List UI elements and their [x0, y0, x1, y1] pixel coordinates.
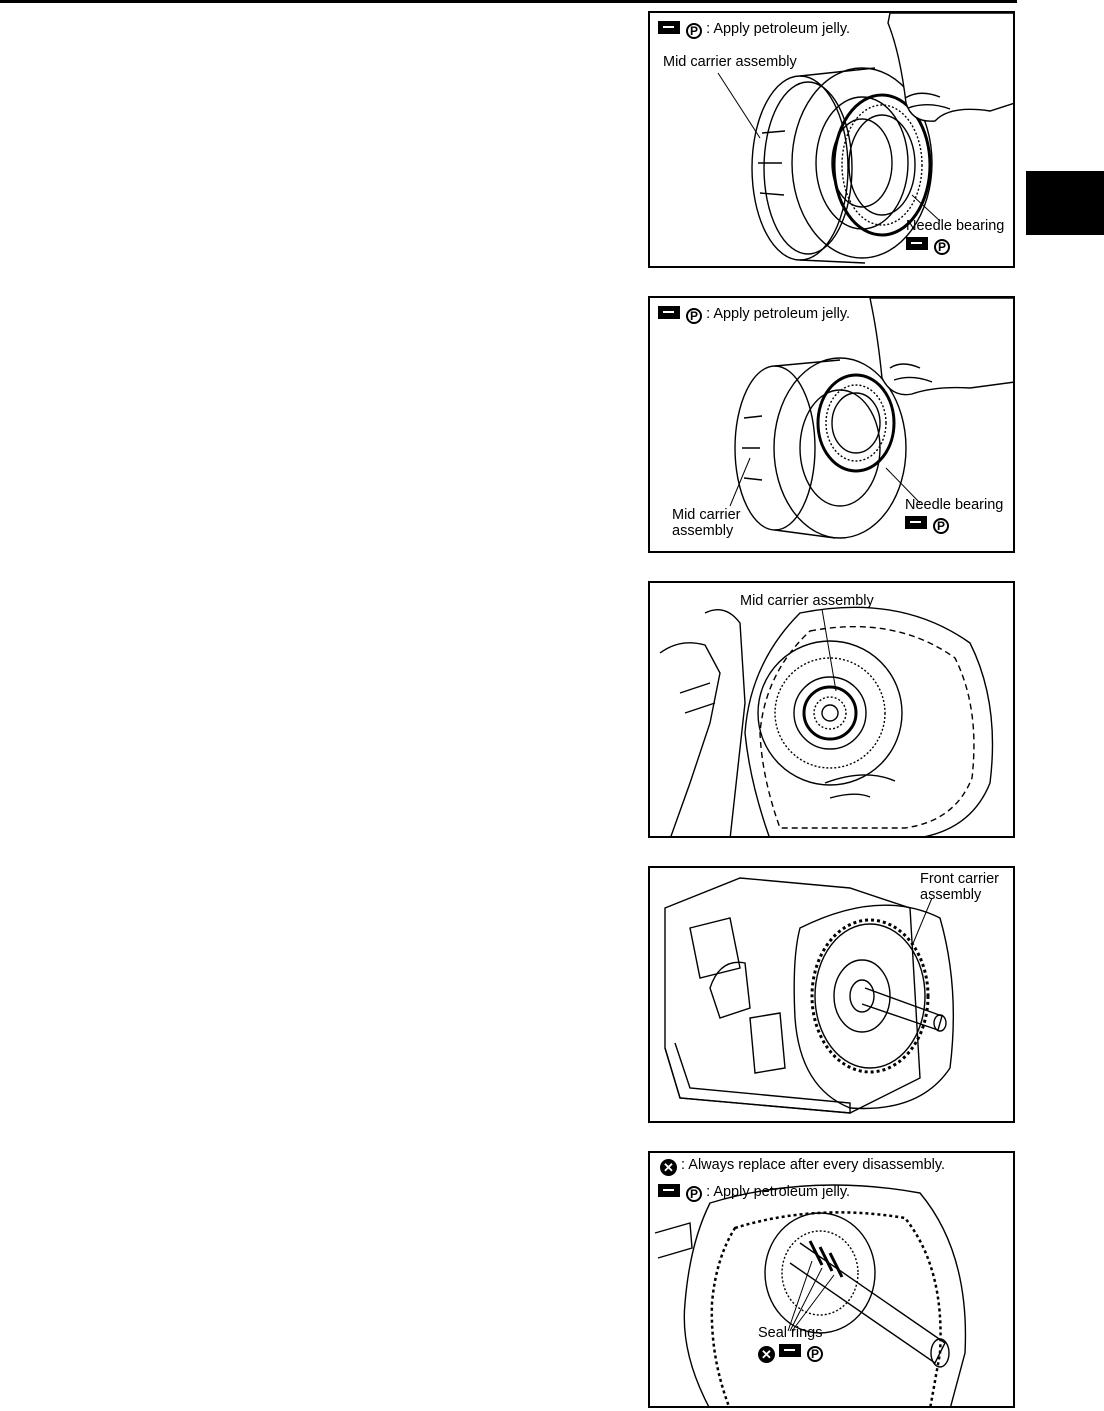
- top-rule: [0, 0, 1017, 3]
- petroleum-jelly-applicator-icon: [905, 516, 927, 529]
- replace-x-icon: ✕: [758, 1346, 775, 1363]
- label-needle-bearing: Needle bearing: [906, 218, 1005, 234]
- label-mid-carrier-assembly: Mid carrier assembly: [663, 54, 797, 70]
- petroleum-jelly-applicator-icon: [658, 21, 680, 34]
- transmission-case-illustration: [650, 583, 1015, 838]
- legend-text: : Apply petroleum jelly.: [706, 306, 851, 322]
- figure-front-carrier-installed: [648, 866, 1015, 1123]
- legend-text: : Apply petroleum jelly.: [706, 1184, 851, 1200]
- label-seal-rings: Seal rings: [758, 1325, 823, 1341]
- petroleum-jelly-applicator-icon: [658, 1184, 680, 1197]
- legend-always-replace: [660, 1158, 945, 1176]
- figure-needle-bearing-install-1: [648, 11, 1015, 268]
- label-front-carrier-line2: assembly: [920, 887, 982, 903]
- seal-rings-symbols: [758, 1344, 823, 1363]
- figure-mid-carrier-installed: [648, 581, 1015, 838]
- figure-needle-bearing-install-2: [648, 296, 1015, 553]
- legend-replace-text: : Always replace after every disassembly.: [681, 1157, 946, 1173]
- label-mid-carrier-line1: Mid carrier: [672, 507, 741, 523]
- section-tab: [1026, 171, 1104, 235]
- legend-petroleum-jelly: [658, 21, 850, 39]
- petroleum-jelly-applicator-icon: [658, 306, 680, 319]
- needle-bearing-symbols: [906, 237, 950, 255]
- transmission-assembly-illustration: [650, 868, 1015, 1123]
- needle-bearing-symbols: [905, 516, 949, 534]
- legend-petroleum-jelly: [658, 306, 850, 324]
- label-mid-carrier-line2: assembly: [672, 523, 734, 539]
- figure-seal-rings: [648, 1151, 1015, 1408]
- petroleum-p-icon: P: [933, 518, 949, 534]
- legend-text: : Apply petroleum jelly.: [706, 21, 851, 37]
- petroleum-p-icon: P: [934, 239, 950, 255]
- petroleum-p-icon: P: [807, 1346, 823, 1362]
- label-mid-carrier-assembly: Mid carrier assembly: [740, 593, 874, 609]
- petroleum-jelly-applicator-icon: [906, 237, 928, 250]
- petroleum-p-icon: P: [686, 308, 702, 324]
- petroleum-p-icon: P: [686, 23, 702, 39]
- label-front-carrier-line1: Front carrier: [920, 871, 999, 887]
- replace-x-icon: ✕: [660, 1159, 677, 1176]
- legend-petroleum-jelly: [658, 1184, 850, 1202]
- label-needle-bearing: Needle bearing: [905, 497, 1004, 513]
- petroleum-p-icon: P: [686, 1186, 702, 1202]
- petroleum-jelly-applicator-icon: [779, 1344, 801, 1357]
